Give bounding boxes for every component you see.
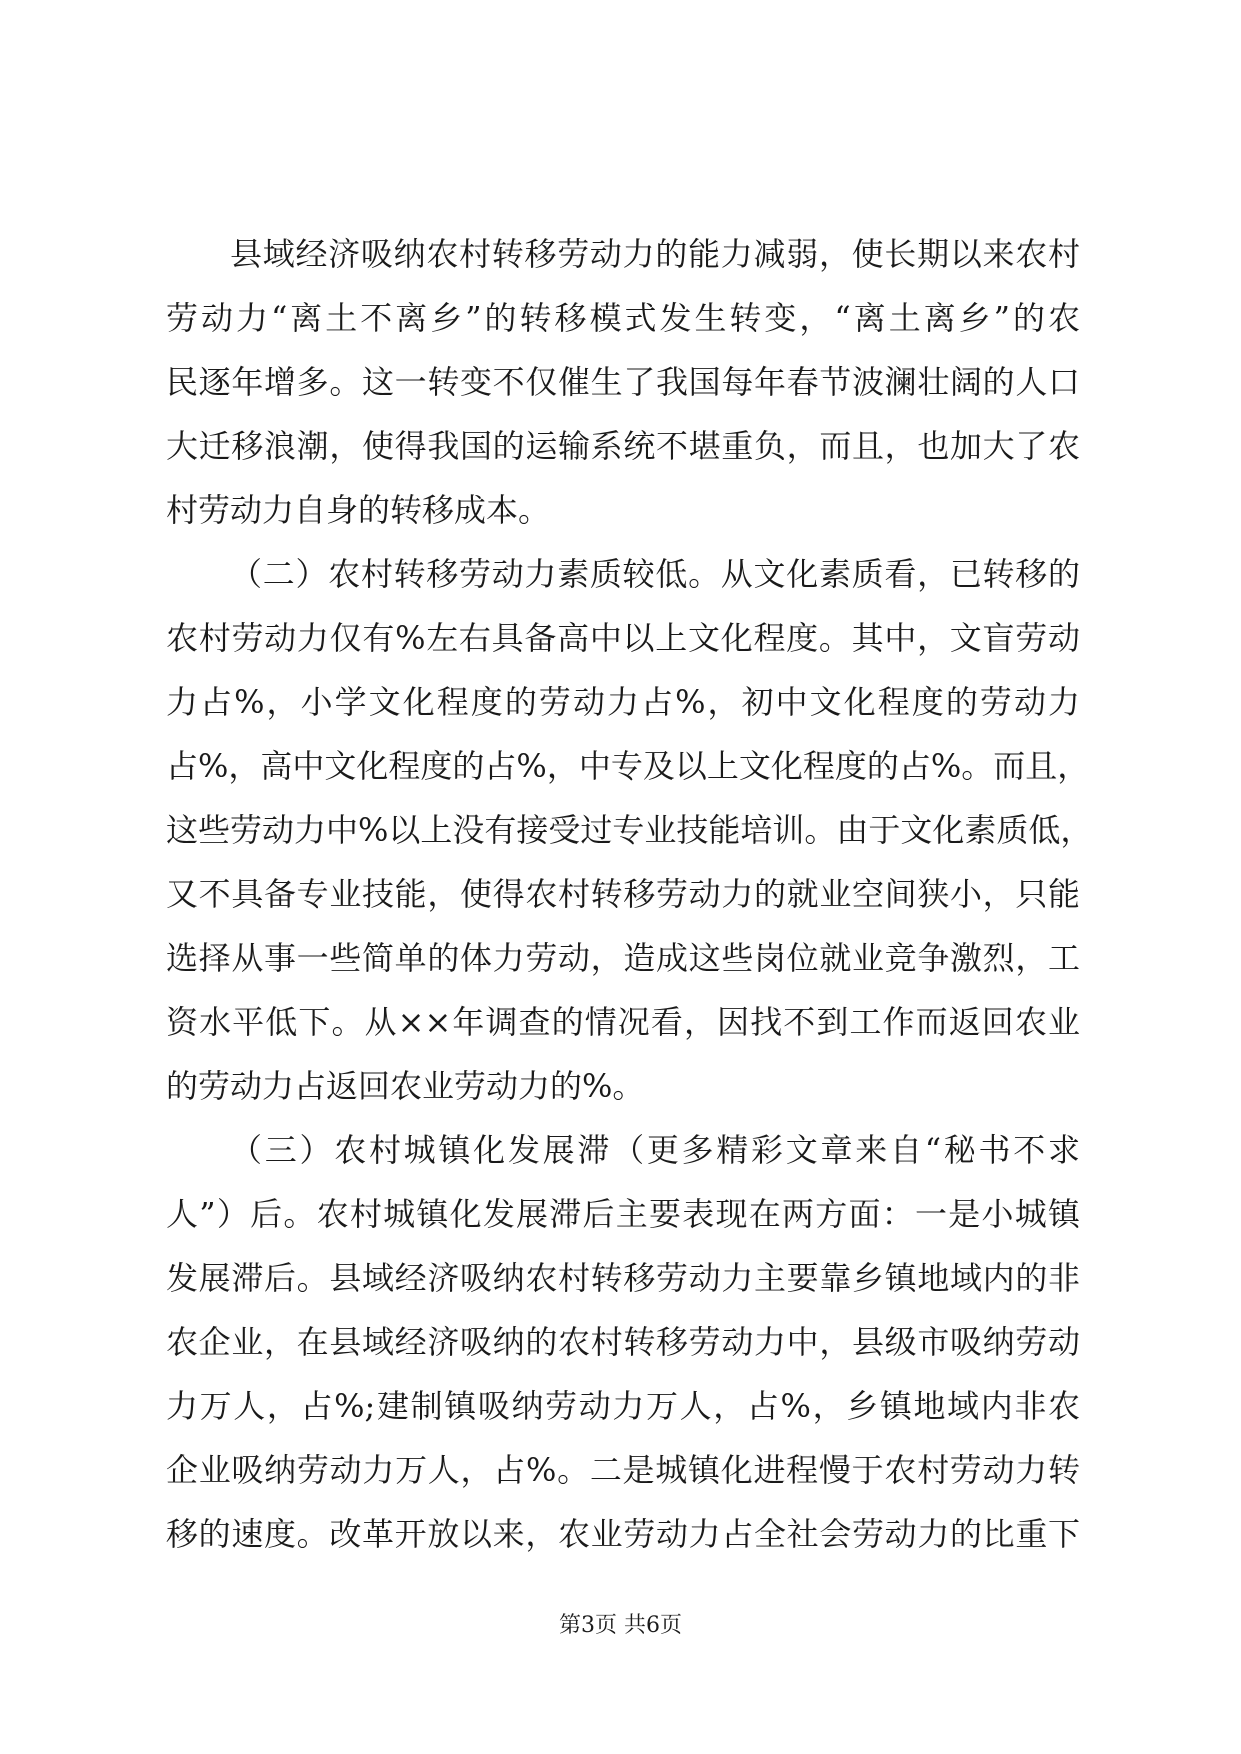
- text-line: 移的速度。改革开放以来，农业劳动力占全社会劳动力的比重下: [166, 1515, 1080, 1553]
- page-footer: 第3页 共6页: [559, 1613, 682, 1638]
- body-text: [166, 222, 1093, 1566]
- text-line: 这些劳动力中%以上没有接受过专业技能培训。由于文化素质低，: [166, 811, 1093, 849]
- text-line: 县域经济吸纳农村转移劳动力的能力减弱，使长期以来农村: [230, 235, 1080, 273]
- text-line: 发展滞后。县域经济吸纳农村转移劳动力主要靠乡镇地域内的非: [166, 1259, 1080, 1297]
- text-line: 的劳动力占返回农业劳动力的%。: [166, 1067, 645, 1105]
- text-line: 占%，高中文化程度的占%，中专及以上文化程度的占%。而且，: [166, 747, 1090, 785]
- text-line: 力占%，小学文化程度的劳动力占%，初中文化程度的劳动力: [166, 683, 1080, 721]
- text-line: 民逐年增多。这一转变不仅催生了我国每年春节波澜壮阔的人口: [166, 363, 1080, 401]
- text-line: 人”）后。农村城镇化发展滞后主要表现在两方面：一是小城镇: [166, 1195, 1080, 1233]
- text-line: 选择从事一些简单的体力劳动，造成这些岗位就业竞争激烈，工: [166, 939, 1080, 977]
- text-line: 农企业，在县域经济吸纳的农村转移劳动力中，县级市吸纳劳动: [166, 1323, 1080, 1361]
- text-line: 力万人，占%;建制镇吸纳劳动力万人，占%，乡镇地域内非农: [166, 1387, 1080, 1425]
- text-line: 资水平低下。从××年调查的情况看，因找不到工作而返回农业: [166, 1003, 1080, 1041]
- text-line: 大迁移浪潮，使得我国的运输系统不堪重负，而且，也加大了农: [166, 427, 1080, 465]
- text-line: （三）农村城镇化发展滞（更多精彩文章来自“秘书不求: [230, 1131, 1080, 1169]
- text-line: 又不具备专业技能，使得农村转移劳动力的就业空间狭小，只能: [166, 875, 1080, 913]
- text-line: 村劳动力自身的转移成本。: [166, 491, 551, 529]
- text-line: 农村劳动力仅有%左右具备高中以上文化程度。其中，文盲劳动: [166, 619, 1080, 657]
- text-line: （二）农村转移劳动力素质较低。从文化素质看，已转移的: [230, 555, 1080, 593]
- text-line: 企业吸纳劳动力万人，占%。二是城镇化进程慢于农村劳动力转: [166, 1451, 1080, 1489]
- text-line: 劳动力“离土不离乡”的转移模式发生转变，“离土离乡”的农: [166, 299, 1080, 337]
